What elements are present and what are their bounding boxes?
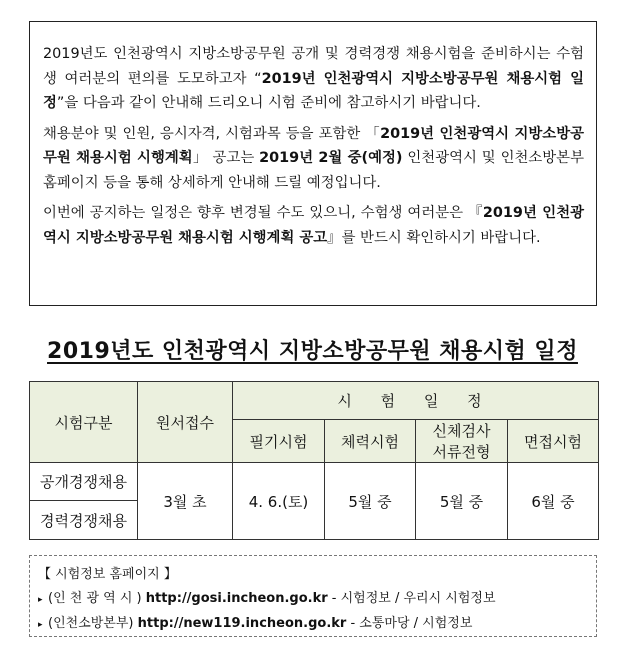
triangle-right-icon: ▸ xyxy=(38,595,43,605)
notice-emphasis: 2019년 2월 중(예정) xyxy=(259,150,403,166)
header-interview: 면접시험 xyxy=(508,420,599,463)
row-category-career: 경력경쟁채용 xyxy=(30,501,138,540)
notice-paragraph-2 xyxy=(43,122,584,196)
triangle-right-icon: ▸ xyxy=(38,620,43,630)
header-written: 필기시험 xyxy=(233,420,325,463)
row-category-open: 공개경쟁채용 xyxy=(30,463,138,501)
info-org: (인천소방본부) xyxy=(48,616,134,631)
info-path: - 시험정보 / 우리시 시험정보 xyxy=(327,591,496,606)
notice-text: 인천광역시 및 인천소방본부 홈페이지 등을 통해 상세하게 안내해 드릴 예정입니다. xyxy=(43,150,584,191)
header-application: 원서접수 xyxy=(138,382,233,463)
info-url-link[interactable]: http://gosi.incheon.go.kr xyxy=(145,591,328,606)
schedule-title xyxy=(0,334,625,365)
header-category: 시험구분 xyxy=(30,382,138,463)
header-physical: 체력시험 xyxy=(325,420,416,463)
schedule-title-text: 2019년도 인천광역시 지방소방공무원 채용시험 일정 xyxy=(47,339,578,364)
notice-emphasis: 2019년 인천광역시 지방소방공무원 채용시험 일정 xyxy=(43,70,584,111)
info-url-link[interactable]: http://new119.incheon.go.kr xyxy=(137,616,347,631)
cell-written: 4. 6.(토) xyxy=(233,463,325,540)
header-document-line1: 신체검사 xyxy=(432,422,491,440)
notice-text: 』를 반드시 확인하시기 바랍니다. xyxy=(327,229,541,246)
schedule-table xyxy=(29,381,599,540)
table-row xyxy=(30,463,599,501)
notice-emphasis: 2019년 인천광역시 지방소방공무원 채용시험 시행계획 xyxy=(43,125,584,166)
notice-paragraph-1 xyxy=(43,42,584,116)
info-heading: 【 시험정보 홈페이지 】 xyxy=(38,567,177,582)
notice-paragraph-3 xyxy=(43,201,584,250)
info-link-row xyxy=(38,587,596,612)
header-exam-schedule: 시 험 일 정 xyxy=(233,382,599,420)
cell-document: 5월 중 xyxy=(416,463,508,540)
info-org: (인 천 광 역 시 ) xyxy=(48,591,142,606)
header-document-line2: 서류전형 xyxy=(432,443,491,461)
info-link-row xyxy=(38,612,596,637)
cell-interview: 6월 중 xyxy=(508,463,599,540)
cell-physical: 5월 중 xyxy=(325,463,416,540)
header-document xyxy=(416,420,508,463)
notice-box xyxy=(29,21,597,306)
notice-emphasis: 2019년 인천광역시 지방소방공무원 채용시험 시행계획 공고 xyxy=(43,205,584,246)
header-row-1 xyxy=(30,382,599,420)
notice-text: 2019년도 인천광역시 지방소방공무원 공개 및 경력경쟁 채용시험을 준비하시는 수험생 여러분의 편의를 도모하고자 “ xyxy=(43,46,584,87)
cell-application: 3월 초 xyxy=(138,463,233,540)
notice-text: 채용분야 및 인원, 응시자격, 시험과목 등을 포함한 「 xyxy=(43,125,381,142)
notice-text: ”을 다음과 같이 안내해 드리오니 시험 준비에 참고하시기 바랍니다. xyxy=(56,95,481,111)
notice-text: 이번에 공지하는 일정은 향후 변경될 수도 있으니, 수험생 여러분은 『 xyxy=(43,205,483,221)
notice-text: 」 공고는 xyxy=(192,150,260,166)
exam-info-box xyxy=(29,555,597,637)
info-path: - 소통마당 / 시험정보 xyxy=(346,616,473,631)
